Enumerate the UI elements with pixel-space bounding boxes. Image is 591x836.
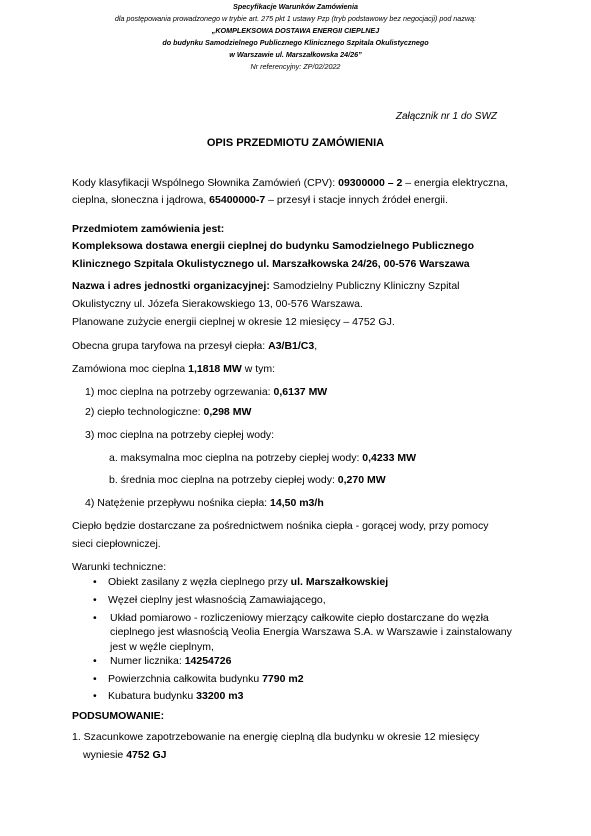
- list-item-text: [108, 575, 512, 590]
- ordered-power-label: Zamówiona moc cieplna: [72, 363, 189, 375]
- list-item-text: [110, 654, 512, 669]
- organizational-unit: [72, 278, 512, 313]
- subject-description: Kompleksowa dostawa energii cieplnej do budynku Samodzielnego Publicznego Klinicznego Szpitala Okulistycznego ul. Marszałkowska 24/26, 00-576 Warszawa: [72, 240, 474, 270]
- list-item-value: 33200 m3: [196, 689, 244, 702]
- power-item-technological: [85, 404, 512, 422]
- list-item-value: 7790 m2: [262, 672, 304, 685]
- power-item-label: 2) ciepło technologiczne:: [85, 406, 204, 418]
- power-item-label: 1) moc cieplna na potrzeby ogrzewania:: [85, 386, 274, 398]
- header-reference-number: Nr referencyjny: ZP/02/2022: [250, 62, 341, 71]
- list-item-label: Obiekt zasilany z węzła cieplnego przy: [108, 575, 291, 588]
- power-subitem-avg: [109, 472, 509, 490]
- technical-heading: Warunki techniczne:: [72, 561, 167, 573]
- ordered-power-value: 1,1818 MW: [188, 363, 242, 375]
- bullet-icon: •: [93, 672, 97, 685]
- organizational-unit-value: Samodzielny Publiczny Kliniczny Szpital Okulistyczny ul. Józefa Sierakowskiego 13, 00-576 Warszawa.: [72, 280, 460, 310]
- cpv-code-1: 09300000 – 2: [338, 176, 403, 189]
- header-contract-name-line3: w Warszawie ul. Marszałkowska 24/26”: [229, 50, 362, 59]
- power-item-value: 0,6137 MW: [273, 386, 328, 398]
- cpv-intro: Kody klasyfikacji Wspólnego Słownika Zamówień (CPV):: [72, 176, 339, 189]
- tariff-value: A3/B1/C3: [268, 340, 315, 352]
- power-item-heating: [85, 384, 512, 402]
- summary-paragraph: [72, 729, 512, 764]
- list-item-label: Numer licznika:: [110, 654, 185, 667]
- list-item-text: [108, 689, 512, 704]
- bullet-icon: •: [93, 611, 97, 624]
- power-subitem-value: 0,270 MW: [337, 474, 386, 486]
- cpv-desc-2: – przesył i stacje innych źródeł energii.: [265, 194, 448, 206]
- bullet-icon: •: [93, 575, 97, 588]
- power-subitem-label: b. średnia moc cieplna na potrzeby ciepłej wody:: [109, 474, 338, 486]
- tariff-label: Obecna grupa taryfowa na przesył ciepła:: [72, 340, 269, 352]
- planned-usage: Planowane zużycie energii cieplnej w okresie 12 miesięcy – 4752 GJ.: [72, 316, 395, 328]
- header-contract-name-line2: do budynku Samodzielnego Publicznego Klinicznego Szpitala Okulistycznego: [162, 38, 429, 47]
- power-item-hot-water: 3) moc cieplna na potrzeby ciepłej wody:: [85, 429, 275, 441]
- power-subitem-label: a. maksymalna moc cieplna na potrzeby ciepłej wody:: [109, 452, 363, 464]
- list-item-value: 14254726: [184, 654, 232, 667]
- cpv-desc-1: – energia elektryczna, cieplna, słoneczna i jądrowa,: [72, 176, 508, 206]
- summary-text: 1. Szacunkowe zapotrzebowanie na energię cieplną dla budynku w okresie 12 miesięcy wyniesie: [72, 731, 480, 761]
- bullet-icon: •: [93, 689, 97, 702]
- ordered-power-suffix: w tym:: [241, 363, 276, 375]
- cpv-paragraph: [72, 175, 512, 210]
- document-title: OPIS PRZEDMIOTU ZAMÓWIENIA: [206, 137, 385, 149]
- list-item-text: Węzeł cieplny jest własnością Zamawiającego,: [108, 593, 326, 606]
- list-item: [93, 654, 512, 669]
- list-item-text: Układ pomiarowo - rozliczeniowy mierzący całkowite ciepło dostarczane do węzła cieplnego jest własnością Veolia Energia Warszawa S.A. w Warszawie i zainstalowany jest w węźle cieplnym,: [110, 611, 512, 653]
- list-item-value: ul. Marszałkowskiej: [290, 575, 389, 588]
- list-item-text: [108, 672, 512, 687]
- summary-heading: PODSUMOWANIE:: [72, 710, 165, 722]
- header-procedure-line: dla postępowania prowadzonego w trybie art. 275 pkt 1 ustawy Pzp (tryb podstawowy bez negocjacji) pod nazwą:: [114, 14, 477, 23]
- tariff-suffix: ,: [314, 340, 318, 352]
- cpv-code-2: 65400000-7: [209, 194, 266, 206]
- tariff-group: [72, 338, 512, 356]
- power-item-flow: [85, 495, 512, 513]
- list-item: [93, 575, 512, 590]
- list-item: [93, 672, 512, 687]
- list-item-label: Kubatura budynku: [108, 689, 197, 702]
- list-item: [93, 689, 512, 704]
- attachment-label: Załącznik nr 1 do SWZ: [395, 111, 497, 122]
- power-subitem-max: [109, 450, 509, 468]
- list-item: [93, 593, 512, 608]
- organizational-unit-label: Nazwa i adres jednostki organizacyjnej:: [72, 280, 270, 292]
- summary-value: 4752 GJ: [126, 748, 167, 761]
- document-header: [0, 1, 591, 73]
- ordered-power: [72, 361, 512, 379]
- list-item: [93, 611, 512, 655]
- delivery-paragraph: Ciepło będzie dostarczane za pośrednictwem nośnika ciepła - gorącej wody, przy pomocy sieci ciepłowniczej.: [72, 520, 489, 550]
- header-contract-name-line1: „KOMPLEKSOWA DOSTAWA ENERGII CIEPLNEJ: [211, 26, 380, 35]
- power-item-value: 14,50 m3/h: [270, 497, 324, 509]
- list-item-label: Powierzchnia całkowita budynku: [108, 672, 263, 685]
- power-item-value: 0,298 MW: [203, 406, 252, 418]
- header-title: Specyfikacje Warunków Zamówienia: [233, 2, 358, 11]
- bullet-icon: •: [93, 593, 97, 606]
- bullet-icon: •: [93, 654, 97, 667]
- power-subitem-value: 0,4233 MW: [362, 452, 416, 464]
- subject-heading: Przedmiotem zamówienia jest:: [72, 223, 225, 235]
- power-item-label: 4) Natężenie przepływu nośnika ciepła:: [85, 497, 271, 509]
